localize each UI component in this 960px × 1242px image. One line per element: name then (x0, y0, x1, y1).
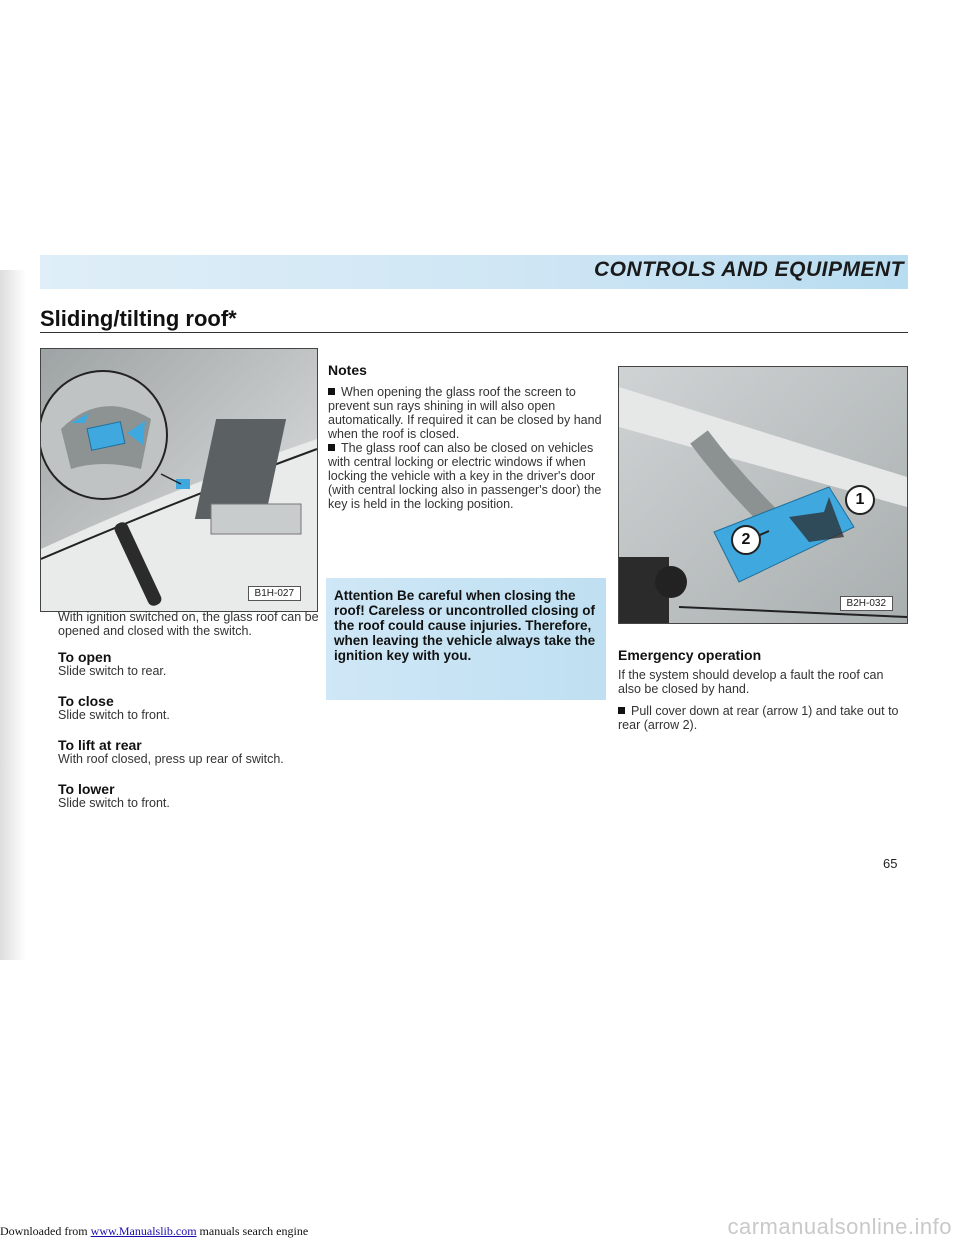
emergency-heading: Emergency operation (618, 647, 762, 663)
lower-text: Slide switch to front. (58, 796, 170, 810)
page-title: Sliding/tilting roof* (40, 306, 237, 331)
note-item: When opening the glass roof the screen to prevent sun rays shining in will also open automatically. If required it can be closed by hand when the roof is closed. (328, 385, 602, 441)
manualslib-link[interactable]: www.Manualslib.com (90, 1224, 197, 1238)
emergency-intro: If the system should develop a fault the roof can also be closed by hand. (618, 668, 884, 696)
open-heading: To open (58, 649, 112, 665)
notes-heading: Notes (328, 362, 367, 378)
figure-label: B1H-027 (248, 586, 301, 601)
lift-text: With roof closed, press up rear of switch. (58, 752, 284, 766)
download-footer: Downloaded from www.Manualslib.com manuals search engine (0, 1224, 309, 1238)
note-item: The glass roof can also be closed on vehicles with central locking or electric windows if when locking the vehicle with a key in the driver's door (with central locking also in passenger's door) the key is held in the locking position. (328, 441, 602, 511)
arrow-2-marker: 2 (731, 525, 761, 555)
bullet-icon (328, 388, 335, 395)
lift-heading: To lift at rear (58, 737, 142, 753)
notes-column (328, 363, 604, 511)
bullet-icon (618, 707, 625, 714)
open-text: Slide switch to rear. (58, 664, 167, 678)
close-text: Slide switch to front. (58, 708, 170, 722)
emergency-column (618, 648, 908, 732)
figure-emergency-operation (618, 366, 908, 624)
figure-label: B2H-032 (840, 596, 893, 611)
emergency-step: Pull cover down at rear (arrow 1) and take out to rear (arrow 2). (618, 704, 899, 732)
page-edge-shadow (0, 270, 26, 960)
figure-sunroof-switch (40, 348, 318, 612)
watermark: carmanualsonline.info (727, 1214, 952, 1239)
left-column (58, 610, 328, 810)
intro-text: With ignition switched on, the glass roof can be opened and closed with the switch. (58, 610, 319, 638)
page-number: 65 (883, 856, 898, 871)
bullet-icon (328, 444, 335, 451)
arrow-1-marker: 1 (845, 485, 875, 515)
close-heading: To close (58, 693, 114, 709)
lower-heading: To lower (58, 781, 115, 797)
attention-box (326, 578, 606, 700)
title-divider (40, 332, 908, 333)
section-title: CONTROLS AND EQUIPMENT (593, 258, 904, 281)
attention-text: Attention Be careful when closing the roof! Careless or uncontrolled closing of the roof could cause injuries. Therefore, when leaving the vehicle always take the ignition key with you. (334, 588, 596, 663)
